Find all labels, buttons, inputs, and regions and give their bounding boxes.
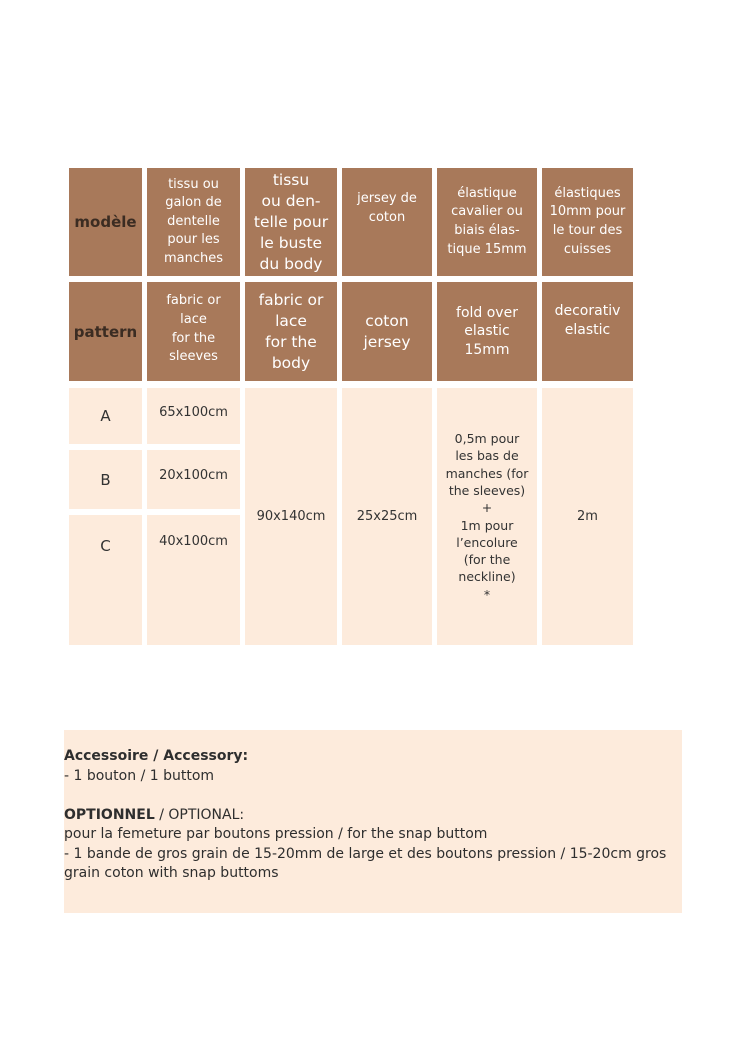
row-a-sleeves: [147, 388, 240, 444]
header-label-modele: [69, 168, 142, 276]
header-pattern-text: pattern: [73, 322, 138, 341]
header-en-body-text: fabric or lace for the body: [258, 290, 324, 372]
header-fr-jersey: [342, 168, 432, 276]
row-label-text: B: [100, 470, 111, 489]
row-label-b: [69, 450, 142, 509]
row-b-sleeves: [147, 450, 240, 509]
header-fr-sleeves-text: tissu ou galon de dentelle pour les manches: [163, 176, 224, 266]
row-label-text: A: [100, 407, 111, 425]
accessory-item: - 1 bouton / 1 buttom: [64, 767, 215, 784]
header-en-jersey-text: coton jersey: [363, 311, 411, 351]
shared-elastic: [437, 388, 537, 645]
row-c-sleeves-text: 40x100cm: [159, 534, 228, 549]
row-b-sleeves-text: 20x100cm: [159, 468, 228, 483]
header-fr-elastic-text: élastique cavalier ou biais élas- tique 15mm: [447, 185, 527, 257]
shared-decorative-elastic-text: 2m: [577, 509, 598, 524]
header-en-decorative: [542, 282, 633, 381]
optional-line-2: - 1 bande de gros grain de 15-20mm de large et des boutons pression / 15-20cm gros grain coton with snap buttoms: [64, 845, 667, 881]
accessory-title: Accessoire / Accessory:: [64, 748, 249, 764]
shared-body-fabric-text: 90x140cm: [256, 509, 326, 524]
shared-decorative-elastic: [542, 388, 633, 645]
spacer: [64, 786, 682, 806]
header-en-sleeves-text: fabric or lace for the sleeves: [166, 293, 221, 365]
shared-elastic-text: 0,5m pour les bas de manches (for the sleeves) + 1m pour l’encolure (for the neckline) *: [445, 431, 529, 602]
row-a-sleeves-text: 65x100cm: [159, 405, 228, 420]
header-fr-jersey-text: jersey de coton: [357, 191, 417, 225]
header-en-decorative-text: decorativ elastic: [554, 303, 621, 338]
header-en-sleeves: [147, 282, 240, 381]
header-fr-sleeves: [147, 168, 240, 276]
header-label-pattern: [69, 282, 142, 381]
row-c-sleeves: [147, 515, 240, 645]
header-en-body: [245, 282, 337, 381]
shared-jersey-text: 25x25cm: [356, 509, 418, 524]
row-label-text: C: [100, 537, 111, 555]
header-fr-body: [245, 168, 337, 276]
header-en-elastic: [437, 282, 537, 381]
shared-jersey: [342, 388, 432, 645]
optional-line-1: pour la femeture par boutons pression / for the snap buttom: [64, 826, 488, 842]
optional-title: [64, 806, 682, 826]
header-fr-thigh-elastic-text: élastiques 10mm pour le tour des cuisses: [549, 185, 626, 257]
optional-title-bold: OPTIONNEL: [64, 806, 155, 823]
header-en-elastic-text: fold over elastic 15mm: [456, 304, 518, 358]
optional-title-rest: / OPTIONAL:: [154, 806, 245, 823]
header-fr-body-text: tissu ou den- telle pour le buste du body: [253, 170, 329, 273]
header-fr-elastic: [437, 168, 537, 276]
row-label-a: [69, 388, 142, 444]
accessories-note: [64, 730, 682, 913]
header-label-text: modèle: [74, 213, 137, 231]
header-fr-thigh-elastic: [542, 168, 633, 276]
row-label-c: [69, 515, 142, 645]
header-en-jersey: [342, 282, 432, 381]
shared-body-fabric: [245, 388, 337, 645]
